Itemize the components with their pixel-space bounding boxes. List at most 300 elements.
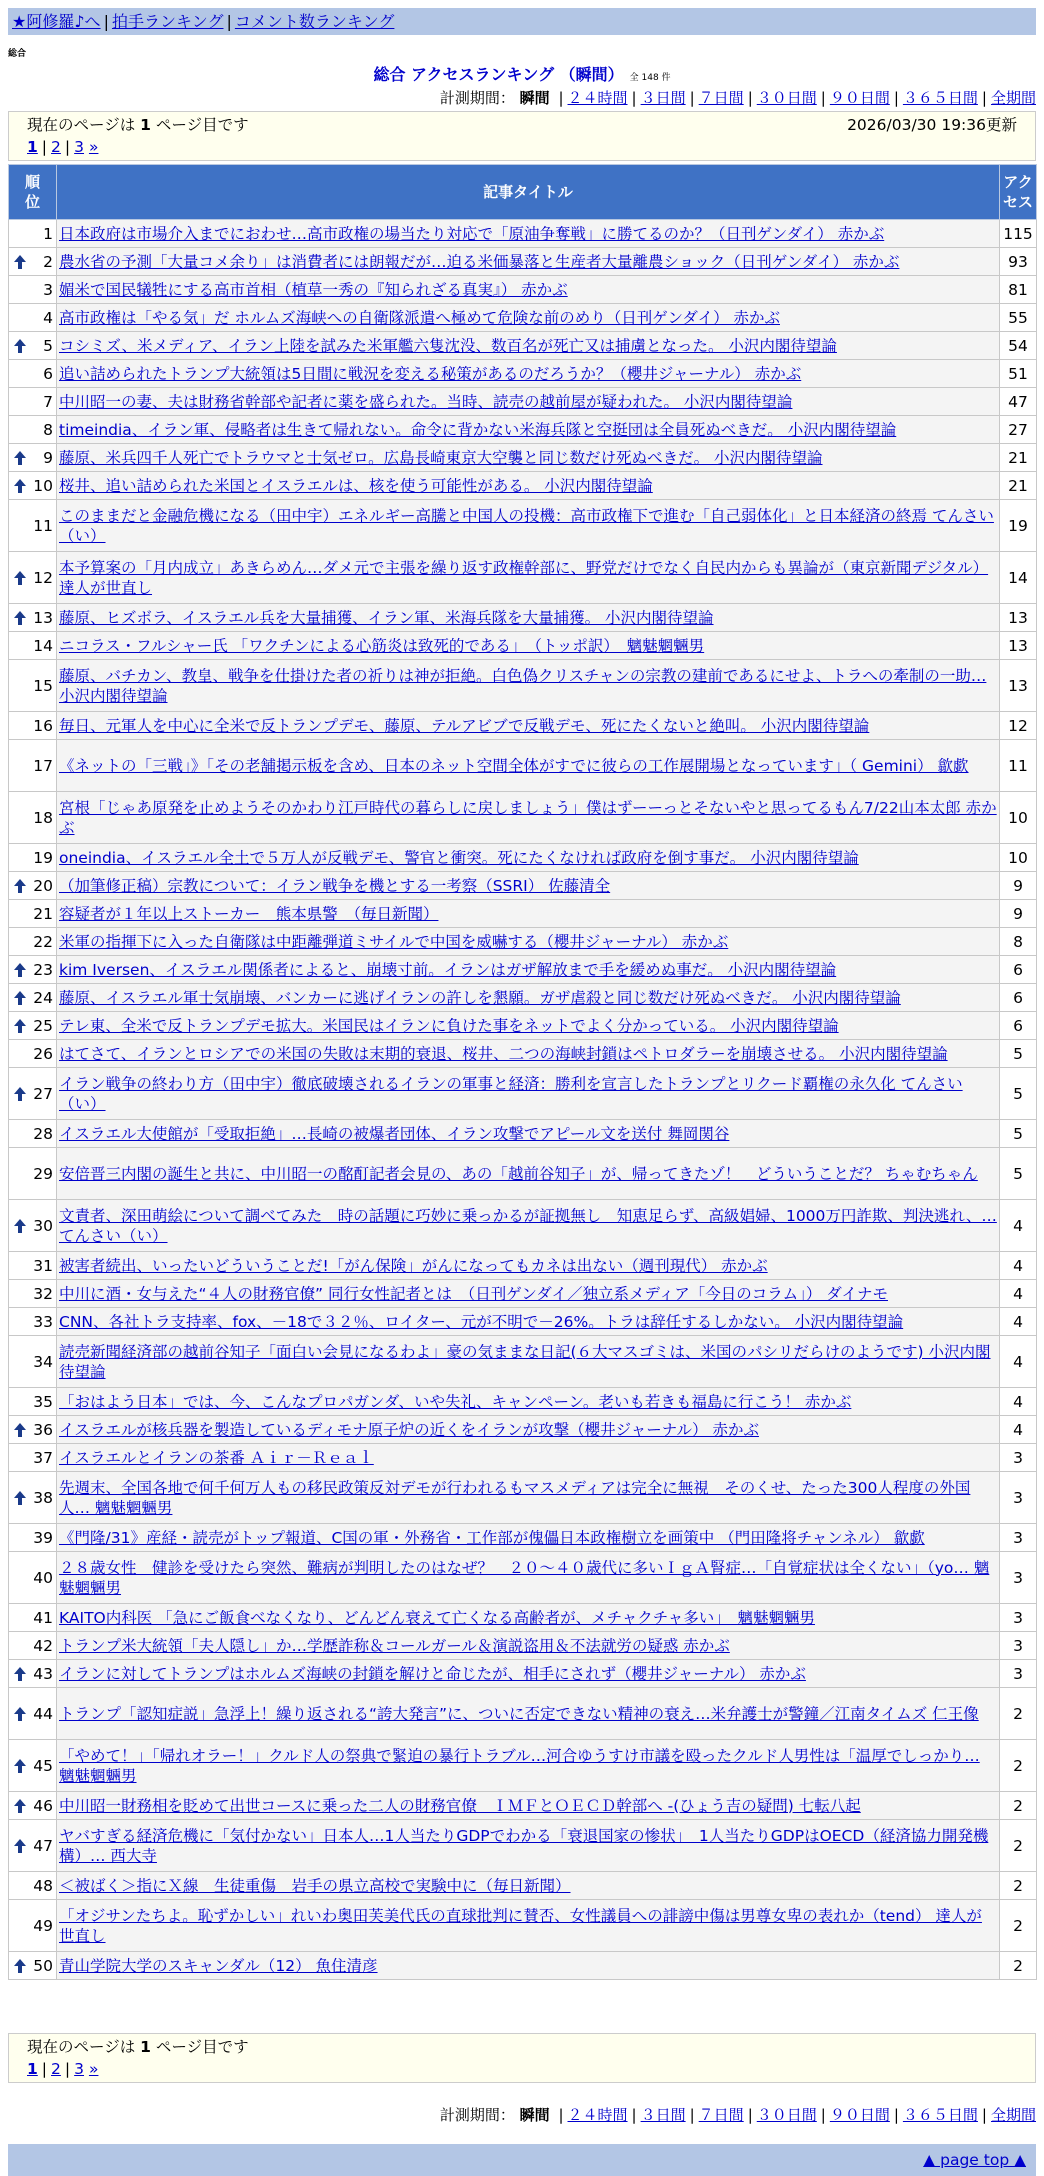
rank-cell — [9, 604, 57, 632]
title-cell — [57, 1280, 1000, 1308]
rank-number: 26 — [33, 1044, 53, 1063]
access-count: 21 — [1000, 444, 1037, 472]
table-row — [9, 1120, 1037, 1148]
rank-cell — [9, 552, 57, 604]
rank-number: 31 — [33, 1256, 53, 1275]
rank-cell — [9, 1660, 57, 1688]
table-row — [9, 248, 1037, 276]
article-title-link[interactable]: KAITO内科医 「急にご飯食べなくなり、どんどん衰えて亡くなる高齢者が、メチャクチャ多い」 魑魅魍魎男 — [59, 1608, 815, 1627]
article-title-link[interactable]: 《門隆/31》産経・読売がトップ報道、C国の軍・外務省・工作部が傀儡日本政権樹立を画策中 （門田隆将チャンネル） 歙歔 — [59, 1528, 925, 1547]
page-link-current[interactable]: 1 — [27, 2060, 38, 2078]
article-title-link[interactable]: 宮根「じゃあ原発を止めようそのかわり江戸時代の暮らしに戻しましょう」僕はずーーっとそないやと思ってるもん7/22山本太郎 赤かぶ — [59, 798, 997, 837]
access-count: 4 — [1000, 1252, 1037, 1280]
access-count: 2 — [1000, 1740, 1037, 1792]
article-title-link[interactable]: 中川に酒・女与えた“４人の財務官僚” 同行女性記者とは （日刊ゲンダイ／独立系メディア「今日のコラム」） ダイナモ — [59, 1284, 888, 1303]
period-current: 瞬間 — [519, 2106, 550, 2124]
rank-up-arrow-icon — [13, 1018, 27, 1034]
rank-number: 20 — [33, 876, 53, 895]
rank-up-arrow-icon — [13, 1958, 27, 1974]
page-top-link[interactable]: ▲ page top ▲ — [923, 2151, 1026, 2169]
title-cell — [57, 1068, 1000, 1120]
article-title-link[interactable]: 米軍の指揮下に入った自衛隊は中距離弾道ミサイルで中国を威嚇する（櫻井ジャーナル） 赤かぶ — [59, 932, 729, 951]
rank-cell — [9, 1252, 57, 1280]
rank-cell — [9, 1524, 57, 1552]
rank-up-arrow-icon — [13, 478, 27, 494]
period-option-link[interactable]: ９０日間 — [829, 89, 890, 107]
nav-separator: | — [103, 12, 109, 31]
title-cell — [57, 844, 1000, 872]
rank-number: 21 — [33, 904, 53, 923]
article-title-link[interactable]: 中川昭一財務相を貶めて出世コースに乗った二人の財務官僚 ＩＭＦとＯＥＣＤ幹部へ -(ひょう吉の疑問) 七転八起 — [59, 1796, 861, 1815]
period-separator: | — [893, 89, 899, 107]
rank-up-arrow-icon — [13, 1218, 27, 1234]
applause-ranking-link[interactable]: 拍手ランキング — [111, 12, 224, 31]
period-options — [554, 2106, 1036, 2124]
article-title-link[interactable]: 文責者、深田萌絵について調べてみた 時の話題に巧妙に乗っかるが証拠無し 知恵足らず、高級娼婦、1000万円詐欺、判決逃れ、… てんさい（い） — [59, 1206, 997, 1245]
article-title-link[interactable]: kim Iversen、イスラエル関係者によると、崩壊寸前。イランはガザ解放まで手を緩めぬ事だ。 小沢内閣待望論 — [59, 960, 837, 979]
article-title-link[interactable]: 「オジサンたちよ。恥ずかしい」れいわ奥田芙美代氏の直球批判に賛否、女性議員への誹謗中傷は男尊女卑の表れか（tend） 達人が世直し — [59, 1906, 982, 1945]
rank-cell — [9, 1632, 57, 1660]
table-row — [9, 1416, 1037, 1444]
title-cell — [57, 1472, 1000, 1524]
table-row — [9, 1524, 1037, 1552]
period-option-link[interactable]: ３６５日間 — [902, 89, 978, 107]
rank-cell — [9, 1148, 57, 1200]
next-page-link[interactable]: » — [88, 138, 99, 156]
rank-number: 29 — [33, 1164, 53, 1183]
rank-number: 42 — [33, 1636, 53, 1655]
rank-cell — [9, 660, 57, 712]
rank-number: 45 — [33, 1756, 53, 1775]
table-row — [9, 1472, 1037, 1524]
article-title-link[interactable]: 媚米で国民犠牲にする高市首相（植草一秀の『知られざる真実』） 赤かぶ — [59, 280, 568, 299]
article-title-link[interactable]: timeindia、イラン軍、侵略者は生きて帰れない。命令に背かない米海兵隊と空挺団は全員死ぬべきだ。 小沢内閣待望論 — [59, 420, 897, 439]
table-row — [9, 1148, 1037, 1200]
rank-cell — [9, 1872, 57, 1900]
rank-number: 38 — [33, 1488, 53, 1507]
rank-cell — [9, 1820, 57, 1872]
article-title-link[interactable]: トランプ米大統領「夫人隠し」か…学歴詐称＆コールガール＆演説盗用＆不法就労の疑惑 赤かぶ — [59, 1636, 730, 1655]
title-cell — [57, 1252, 1000, 1280]
article-title-link[interactable]: テレ東、全米で反トランプデモ拡大。米国民はイランに負けた事をネットでよく分かっている。 小沢内閣待望論 — [59, 1016, 839, 1035]
article-title-link[interactable]: oneindia、イスラエル全土で５万人が反戦デモ、警官と衝突。死にたくなければ政府を倒す事だ。 小沢内閣待望論 — [59, 848, 859, 867]
access-count: 4 — [1000, 1308, 1037, 1336]
table-row — [9, 792, 1037, 844]
access-count: 115 — [1000, 220, 1037, 248]
period-option-link[interactable]: ７日間 — [698, 89, 744, 107]
period-option-link[interactable]: ３日間 — [640, 2106, 686, 2124]
period-separator: | — [893, 2106, 899, 2124]
page-link[interactable]: 3 — [74, 2060, 85, 2078]
table-row — [9, 1604, 1037, 1632]
article-title-link[interactable]: ヤバすぎる経済危機に「気付かない」日本人…1人当たりGDPでわかる「衰退国家の惨状」 1人当たりGDPはOECD（経済協力開発機構）… 西大寺 — [59, 1826, 989, 1865]
access-count: 4 — [1000, 1388, 1037, 1416]
access-count: 9 — [1000, 872, 1037, 900]
access-count: 51 — [1000, 360, 1037, 388]
rank-cell — [9, 416, 57, 444]
ranking-table — [8, 164, 1037, 1980]
page-title: 総合 アクセスランキング （瞬間） — [373, 65, 624, 84]
rank-up-arrow-icon — [13, 962, 27, 978]
rank-number: 25 — [33, 1016, 53, 1035]
table-row — [9, 604, 1037, 632]
rank-cell — [9, 956, 57, 984]
access-count: 3 — [1000, 1524, 1037, 1552]
rank-number: 43 — [33, 1664, 53, 1683]
title-cell — [57, 1632, 1000, 1660]
page-link[interactable]: 2 — [51, 2060, 61, 2078]
home-link[interactable]: ★阿修羅♪へ — [12, 12, 101, 31]
title-cell — [57, 1820, 1000, 1872]
title-cell — [57, 632, 1000, 660]
rank-number: 39 — [33, 1528, 53, 1547]
rank-cell — [9, 1900, 57, 1952]
rank-number: 24 — [33, 988, 53, 1007]
rank-number: 34 — [33, 1352, 53, 1371]
article-title-link[interactable]: 中川昭一の妻、夫は財務省幹部や記者に薬を盛られた。当時、読売の越前屋が疑われた。 小沢内閣待望論 — [59, 392, 793, 411]
title-cell — [57, 220, 1000, 248]
table-row — [9, 388, 1037, 416]
period-option-link[interactable]: ３６５日間 — [902, 2106, 978, 2124]
period-separator: | — [558, 2106, 564, 2124]
title-cell — [57, 900, 1000, 928]
table-row — [9, 1252, 1037, 1280]
article-title-link[interactable]: 藤原、バチカン、教皇、戦争を仕掛けた者の祈りは神が拒絶。白色偽クリスチャンの宗教の建前であるにせよ、トラへの牽制の一助… 小沢内閣待望論 — [59, 666, 987, 705]
rank-number: 35 — [33, 1392, 53, 1411]
period-option-link[interactable]: ９０日間 — [829, 2106, 890, 2124]
title-cell — [57, 984, 1000, 1012]
page-link-current[interactable]: 1 — [27, 138, 38, 156]
title-cell — [57, 1688, 1000, 1740]
period-separator: | — [981, 2106, 987, 2124]
rank-number: 28 — [33, 1124, 53, 1143]
access-count: 4 — [1000, 1336, 1037, 1388]
rank-cell — [9, 900, 57, 928]
table-row — [9, 956, 1037, 984]
period-separator: | — [820, 89, 826, 107]
rank-cell — [9, 1200, 57, 1252]
title-cell — [57, 1952, 1000, 1980]
title-cell — [57, 872, 1000, 900]
rank-cell — [9, 928, 57, 956]
rank-number: 30 — [33, 1216, 53, 1235]
rank-cell — [9, 712, 57, 740]
table-row — [9, 1688, 1037, 1740]
item-count: 全 148 件 — [629, 73, 671, 83]
article-title-link[interactable]: トランプ「認知症説」急浮上！繰り返される“誇大発言”に、ついに否定できない精神の衰え…米弁護士が警鐘／江南タイムズ 仁王像 — [59, 1704, 979, 1723]
table-row — [9, 1792, 1037, 1820]
rank-number: 9 — [43, 448, 53, 467]
article-title-link[interactable]: 本予算案の「月内成立」あきらめん…ダメ元で主張を繰り返す政権幹部に、野党だけでなく自民内からも異論が（東京新聞デジタル） 達人が世直し — [59, 558, 989, 597]
rank-up-arrow-icon — [13, 1422, 27, 1438]
title-cell — [57, 1524, 1000, 1552]
access-count: 54 — [1000, 332, 1037, 360]
rank-number: 18 — [33, 808, 53, 827]
article-title-link[interactable]: 容疑者が１年以上ストーカー 熊本県警 （毎日新聞） — [59, 904, 439, 923]
article-title-link[interactable]: CNN、各社トラ支持率、fox、－18で３２％、ロイター、元が不明で－26%。トラは辞任するしかない。 小沢内閣待望論 — [59, 1312, 904, 1331]
period-option-link[interactable]: ２４時間 — [567, 89, 628, 107]
title-cell — [57, 1552, 1000, 1604]
period-option-link[interactable]: ７日間 — [698, 2106, 744, 2124]
access-count: 4 — [1000, 1280, 1037, 1308]
rank-number: 14 — [33, 636, 53, 655]
rank-cell — [9, 1120, 57, 1148]
article-title-link[interactable]: ２８歳女性 健診を受けたら突然、難病が判明したのはなぜ？ ２０～４０歳代に多いＩｇＡ腎症…「自覚症状は全くない」（yo… 魑魅魍魎男 — [59, 1558, 990, 1597]
table-row — [9, 984, 1037, 1012]
period-options — [554, 89, 1036, 107]
table-row — [9, 360, 1037, 388]
rank-number: 17 — [33, 756, 53, 775]
comment-ranking-link[interactable]: コメント数ランキング — [234, 12, 395, 31]
pager-bottom — [8, 2033, 1036, 2083]
rank-number: 16 — [33, 716, 53, 735]
title-cell — [57, 1120, 1000, 1148]
rank-number: 49 — [33, 1916, 53, 1935]
table-row — [9, 1632, 1037, 1660]
rank-number: 44 — [33, 1704, 53, 1723]
table-row — [9, 220, 1037, 248]
article-title-link[interactable]: イスラエルとイランの茶番 Ａｉｒ－Ｒｅａｌ — [59, 1448, 374, 1467]
article-title-link[interactable]: 被害者続出、いったいどういうことだ!「がん保険」がんになってもカネは出ない（週刊現代） 赤かぶ — [59, 1256, 768, 1275]
rank-cell — [9, 1280, 57, 1308]
rank-number: 41 — [33, 1608, 53, 1627]
access-count: 2 — [1000, 1688, 1037, 1740]
rank-cell — [9, 1792, 57, 1820]
article-title-link[interactable]: 追い詰められたトランプ大統領は5日間に戦況を変える秘策があるのだろうか？（櫻井ジャーナル） 赤かぶ — [59, 364, 802, 383]
rank-up-arrow-icon — [13, 610, 27, 626]
access-count: 3 — [1000, 1444, 1037, 1472]
table-row — [9, 276, 1037, 304]
rank-up-arrow-icon — [13, 1798, 27, 1814]
title-cell — [57, 360, 1000, 388]
rank-number: 8 — [43, 420, 53, 439]
article-title-link[interactable]: 農水省の予測「大量コメ余り」は消費者には朗報だが…迫る米価暴落と生産者大量離農ショック（日刊ゲンダイ） 赤かぶ — [59, 252, 900, 271]
access-count: 3 — [1000, 1472, 1037, 1524]
page-link[interactable]: 2 — [51, 138, 61, 156]
rank-number: 1 — [43, 224, 53, 243]
access-count: 5 — [1000, 1120, 1037, 1148]
rank-cell — [9, 1604, 57, 1632]
title-cell — [57, 332, 1000, 360]
rank-cell — [9, 500, 57, 552]
rank-cell — [9, 1444, 57, 1472]
table-row — [9, 332, 1037, 360]
period-separator: | — [820, 2106, 826, 2124]
table-header-row — [9, 165, 1037, 220]
title-cell — [57, 1200, 1000, 1252]
period-option-link[interactable]: ３０日間 — [756, 2106, 817, 2124]
period-selector-top — [440, 87, 1036, 108]
table-row — [9, 444, 1037, 472]
period-separator: | — [689, 89, 695, 107]
article-title-link[interactable]: イスラエルが核兵器を製造しているディモナ原子炉の近くをイランが攻撃（櫻井ジャーナル） 赤かぶ — [59, 1420, 759, 1439]
page-status: 現在のページは 1 ページ目です — [27, 2038, 249, 2056]
article-title-link[interactable]: 桜井、追い詰められた米国とイスラエルは、核を使う可能性がある。 小沢内閣待望論 — [59, 476, 653, 495]
article-title-link[interactable]: 《ネットの「三戦」》「その老舗掲示板を含め、日本のネット空間全体がすでに彼らの工作展開場となっています」（ Gemini） 歙歔 — [59, 756, 969, 775]
article-title-link[interactable]: イランに対してトランプはホルムズ海峡の封鎖を解けと命じたが、相手にされず（櫻井ジャーナル） 赤かぶ — [59, 1664, 806, 1683]
period-option-link[interactable]: 全期間 — [990, 89, 1036, 107]
rank-number: 5 — [43, 336, 53, 355]
rank-up-arrow-icon — [13, 1666, 27, 1682]
access-count: 3 — [1000, 1604, 1037, 1632]
period-option-link[interactable]: ３０日間 — [756, 89, 817, 107]
access-count: 5 — [1000, 1040, 1037, 1068]
access-count: 2 — [1000, 1900, 1037, 1952]
article-title-link[interactable]: 安倍晋三内閣の誕生と共に、中川昭一の酩酊記者会見の、あの「越前谷知子」が、帰ってきたゾ！ どういうことだ？ ちゃむちゃん — [59, 1164, 978, 1183]
access-count: 6 — [1000, 984, 1037, 1012]
rank-cell — [9, 1952, 57, 1980]
article-title-link[interactable]: はてさて、イランとロシアでの米国の失敗は末期的衰退、桜井、二つの海峡封鎖はペトロダラーを崩壊させる。 小沢内閣待望論 — [59, 1044, 948, 1063]
article-title-link[interactable]: 藤原、ヒズボラ、イスラエル兵を大量捕獲、イラン軍、米海兵隊を大量捕獲。 小沢内閣待望論 — [59, 608, 714, 627]
period-option-link[interactable]: ２４時間 — [567, 2106, 628, 2124]
rank-up-arrow-icon — [13, 990, 27, 1006]
rank-cell — [9, 740, 57, 792]
table-row — [9, 632, 1037, 660]
access-count: 3 — [1000, 1632, 1037, 1660]
rank-cell — [9, 332, 57, 360]
access-count: 9 — [1000, 900, 1037, 928]
article-title-link[interactable]: 「やめて！」「帰れオラー！」クルド人の祭典で緊迫の暴行トラブル…河合ゆうすけ市議を殴ったクルド人男性は「温厚でしっかり… 魑魅魍魎男 — [59, 1746, 980, 1785]
title-cell — [57, 604, 1000, 632]
access-count: 81 — [1000, 276, 1037, 304]
updated-timestamp: 2026/03/30 19:36更新 — [847, 116, 1017, 134]
rank-cell — [9, 1308, 57, 1336]
rank-number: 11 — [33, 516, 53, 535]
article-title-link[interactable]: このままだと金融危機になる（田中宇）エネルギー高騰と中国人の投機：高市政権下で進む「自己弱体化」と日本経済の終焉 てんさい（い） — [59, 506, 994, 545]
article-title-link[interactable]: ニコラス・フルシャー氏 「ワクチンによる心筋炎は致死的である」 （トッポ訳） 魑魅魍魎男 — [59, 636, 705, 655]
rank-cell — [9, 1472, 57, 1524]
access-column-header: アク セス — [1000, 165, 1037, 220]
period-separator: | — [631, 89, 637, 107]
title-cell — [57, 740, 1000, 792]
table-row — [9, 304, 1037, 332]
period-separator: | — [981, 89, 987, 107]
title-cell — [57, 792, 1000, 844]
rank-cell — [9, 632, 57, 660]
rank-cell — [9, 444, 57, 472]
article-title-link[interactable]: 日本政府は市場介入までにおわせ…高市政権の場当たり対応で「原油争奪戦」に勝てるのか？（日刊ゲンダイ） 赤かぶ — [59, 224, 885, 243]
table-row — [9, 712, 1037, 740]
access-count: 12 — [1000, 712, 1037, 740]
rank-cell — [9, 220, 57, 248]
article-title-link[interactable]: 藤原、米兵四千人死亡でトラウマと士気ゼロ。広島長崎東京大空襲と同じ数だけ死ぬべきだ。 小沢内閣待望論 — [59, 448, 823, 467]
table-row — [9, 1820, 1037, 1872]
page-link[interactable]: 3 — [74, 138, 85, 156]
title-cell — [57, 1604, 1000, 1632]
rank-cell — [9, 1336, 57, 1388]
title-cell — [57, 1792, 1000, 1820]
period-option-link[interactable]: ３日間 — [640, 89, 686, 107]
access-count: 6 — [1000, 956, 1037, 984]
access-count: 2 — [1000, 1952, 1037, 1980]
table-row — [9, 472, 1037, 500]
article-title-link[interactable]: コシミズ、米メディア、イラン上陸を試みた米軍艦六隻沈没、数百名が死亡又は捕虜となった。 小沢内閣待望論 — [59, 336, 837, 355]
article-title-link[interactable]: （加筆修正稿）宗教について：イラン戦争を機とする一考察（SSRI） 佐藤清全 — [59, 876, 611, 895]
period-separator: | — [689, 2106, 695, 2124]
title-cell — [57, 712, 1000, 740]
article-title-link[interactable]: ＜被ばく＞指にＸ線 生徒重傷 岩手の県立高校で実験中に（毎日新聞） — [59, 1876, 571, 1895]
rank-number: 48 — [33, 1876, 53, 1895]
table-row — [9, 1388, 1037, 1416]
title-cell — [57, 388, 1000, 416]
access-count: 13 — [1000, 632, 1037, 660]
table-row — [9, 1872, 1037, 1900]
access-count: 13 — [1000, 604, 1037, 632]
article-title-link[interactable]: 毎日、元軍人を中心に全米で反トランプデモ、藤原、テルアビブで反戦デモ、死にたくないと絶叫。 小沢内閣待望論 — [59, 716, 870, 735]
next-page-link[interactable]: » — [88, 2060, 99, 2078]
article-title-link[interactable]: イスラエル大使館が「受取拒絶」…長崎の被爆者団体、イラン攻撃でアピール文を送付 舞岡関谷 — [59, 1124, 730, 1143]
article-title-link[interactable]: 先週末、全国各地で何千何万人もの移民政策反対デモが行われるもマスメディアは完全に無視 そのくせ、たった300人程度の外国人… 魑魅魍魎男 — [59, 1478, 971, 1517]
rank-cell — [9, 792, 57, 844]
access-count: 8 — [1000, 928, 1037, 956]
rank-cell — [9, 1068, 57, 1120]
access-count: 2 — [1000, 1792, 1037, 1820]
article-title-link[interactable]: 藤原、イスラエル軍士気崩壊、バンカーに逃げイランの許しを懇願。ガザ虐殺と同じ数だけ死ぬべきだ。 小沢内閣待望論 — [59, 988, 901, 1007]
title-cell — [57, 956, 1000, 984]
table-row — [9, 1740, 1037, 1792]
table-row — [9, 1280, 1037, 1308]
rank-cell — [9, 276, 57, 304]
rank-number: 13 — [33, 608, 53, 627]
title-cell — [57, 472, 1000, 500]
title-cell — [57, 1336, 1000, 1388]
page-navigation — [27, 2058, 1017, 2080]
rank-cell — [9, 984, 57, 1012]
access-count: 11 — [1000, 740, 1037, 792]
article-title-link[interactable]: 高市政権は「やる気」だ ホルムズ海峡への自衛隊派遣へ極めて危険な前のめり（日刊ゲンダイ） 赤かぶ — [59, 308, 780, 327]
table-row — [9, 1068, 1037, 1120]
rank-number: 15 — [33, 676, 53, 695]
period-separator: | — [747, 2106, 753, 2124]
article-title-link[interactable]: イラン戦争の終わり方（田中宇）徹底破壊されるイランの軍事と経済：勝利を宣言したトランプとリクード覇権の永久化 てんさい（い） — [59, 1074, 963, 1113]
page-status: 現在のページは 1 ページ目です — [27, 116, 249, 134]
rank-cell — [9, 388, 57, 416]
rank-number: 12 — [33, 568, 53, 587]
rank-column-header: 順 位 — [9, 165, 57, 220]
top-nav-bar — [8, 8, 1036, 35]
table-row — [9, 928, 1037, 956]
table-row — [9, 1660, 1037, 1688]
article-title-link[interactable]: 「おはよう日本」では、今、こんなプロパガンダ、いや失礼、キャンペーン。老いも若きも福島に行こう！ 赤かぶ — [59, 1392, 852, 1411]
rank-cell — [9, 1012, 57, 1040]
rank-cell — [9, 844, 57, 872]
table-row — [9, 872, 1037, 900]
table-row — [9, 500, 1037, 552]
nav-separator: | — [226, 12, 232, 31]
article-title-link[interactable]: 青山学院大学のスキャンダル（12） 魚住清彦 — [59, 1956, 378, 1975]
rank-number: 32 — [33, 1284, 53, 1303]
period-separator: | — [747, 89, 753, 107]
access-count: 27 — [1000, 416, 1037, 444]
title-cell — [57, 928, 1000, 956]
title-cell — [57, 276, 1000, 304]
table-row — [9, 1040, 1037, 1068]
article-title-link[interactable]: 読売新聞経済部の越前谷知子「面白い会見になるわよ」豪の気ままな日記(６大マスゴミは、米国のパシリだらけのようです) 小沢内閣待望論 — [59, 1342, 991, 1381]
title-cell — [57, 1740, 1000, 1792]
table-row — [9, 1200, 1037, 1252]
rank-up-arrow-icon — [13, 1490, 27, 1506]
title-cell — [57, 500, 1000, 552]
rank-cell — [9, 1740, 57, 1792]
access-count: 3 — [1000, 1660, 1037, 1688]
rank-number: 2 — [43, 252, 53, 271]
access-count: 10 — [1000, 792, 1037, 844]
access-count: 14 — [1000, 552, 1037, 604]
period-option-link[interactable]: 全期間 — [990, 2106, 1036, 2124]
access-count: 55 — [1000, 304, 1037, 332]
table-row — [9, 740, 1037, 792]
period-selector-bottom — [440, 2104, 1036, 2125]
